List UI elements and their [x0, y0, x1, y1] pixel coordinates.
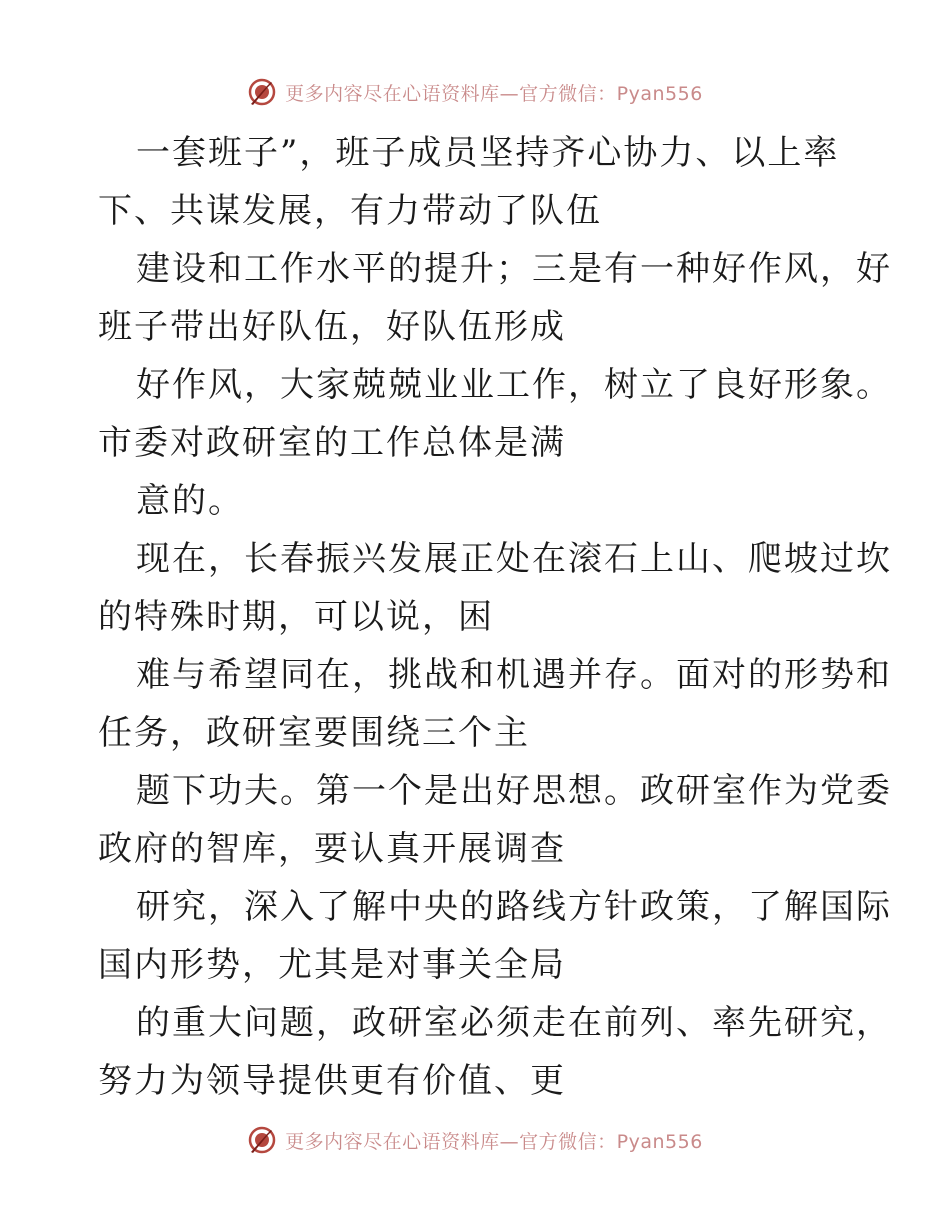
text-line: 努力为领导提供更有价值、更	[98, 1061, 566, 1101]
text-line: 题下功夫。第一个是出好思想。政研室作为党委	[136, 771, 892, 811]
header-watermark	[0, 72, 950, 112]
text-line: 一套班子”，班子成员坚持齐心协力、以上率	[136, 133, 840, 173]
quill-pen-circle-icon	[247, 1125, 277, 1155]
watermark-text: 更多内容尽在心语资料库—官方微信：Pyan556	[285, 82, 703, 105]
text-line: 市委对政研室的工作总体是满	[98, 423, 566, 463]
footer-watermark	[0, 1120, 950, 1160]
text-line: 难与希望同在，挑战和机遇并存。面对的形势和	[136, 655, 892, 695]
text-line: 下、共谋发展，有力带动了队伍	[98, 191, 602, 231]
text-line: 研究，深入了解中央的路线方针政策，了解国际	[136, 887, 892, 927]
text-line: 建设和工作水平的提升；三是有一种好作风，好	[136, 249, 892, 289]
text-line: 国内形势，尤其是对事关全局	[98, 945, 566, 985]
text-line: 政府的智库，要认真开展调查	[98, 829, 566, 869]
text-line: 班子带出好队伍，好队伍形成	[98, 307, 566, 347]
text-line: 意的。	[136, 481, 244, 521]
text-line: 任务，政研室要围绕三个主	[98, 713, 530, 753]
quill-pen-circle-icon	[247, 77, 277, 107]
document-body	[98, 124, 892, 1110]
text-line: 的重大问题，政研室必须走在前列、率先研究，	[136, 1003, 892, 1043]
watermark-text: 更多内容尽在心语资料库—官方微信：Pyan556	[285, 1130, 703, 1153]
text-line: 好作风，大家兢兢业业工作，树立了良好形象。	[136, 365, 892, 405]
text-line: 现在，长春振兴发展正处在滚石上山、爬坡过坎	[136, 539, 892, 579]
text-line: 的特殊时期，可以说，困	[98, 597, 494, 637]
